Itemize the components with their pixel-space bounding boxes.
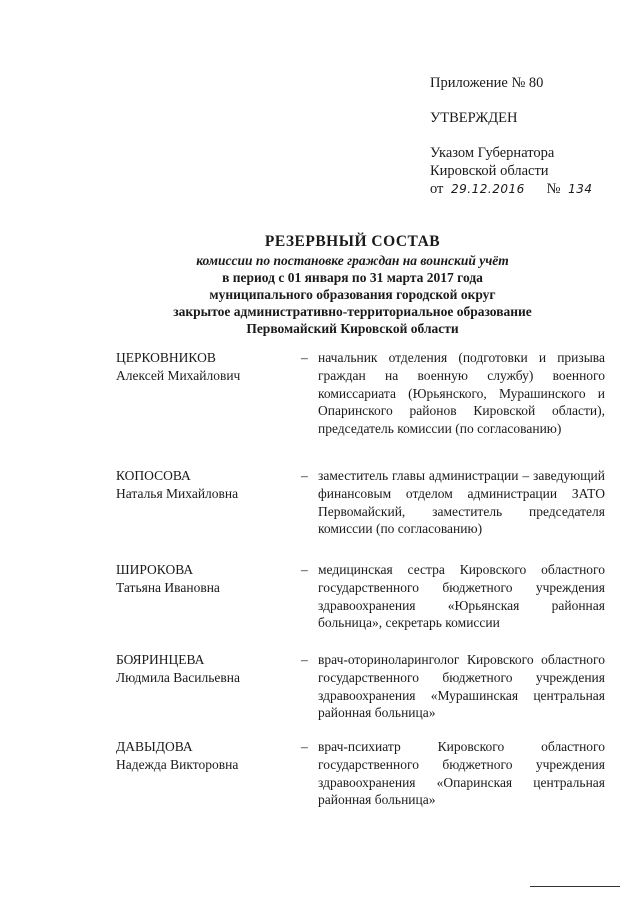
decree-line-2: Кировской области [430, 163, 549, 179]
title-line-2: в период с 01 января по 31 марта 2017 года [222, 270, 483, 285]
title-line-5: Первомайский Кировской области [246, 321, 459, 336]
member-surname: ДАВЫДОВА [116, 739, 193, 754]
approved-label: УТВЕРЖДЕН [430, 110, 518, 126]
document-title [60, 232, 640, 337]
member-name [116, 467, 291, 503]
member-role: начальник отделения (подготовки и призыва граждан на военную службу) военного комиссариата (Юрьянского, Мурашинского и Опаринского районов Кировской области), председатель комиссии (по согласованию) [318, 350, 605, 437]
title-heading: РЕЗЕРВНЫЙ СОСТАВ [264, 233, 441, 250]
dash-separator: – [301, 468, 308, 483]
appendix-number: Приложение № 80 [430, 75, 544, 91]
member-role: заместитель главы администрации – заведующий финансовым отделом администрации ЗАТО Первомайский, заместитель председателя комиссии (по согласованию) [318, 468, 605, 537]
member-name [116, 738, 291, 774]
dash-separator: – [301, 739, 308, 754]
signature-line [530, 886, 620, 887]
member-role: медицинская сестра Кировского областного государственного бюджетного учреждения здравоохранения «Юрьянская районная больница», секретарь комиссии [318, 562, 605, 631]
dash-separator: – [301, 350, 308, 365]
decree-date: 29.12.2016 [451, 182, 525, 196]
dash-separator: – [301, 652, 308, 667]
member-surname: КОПОСОВА [116, 468, 191, 483]
title-line-4: закрытое административно-территориальное образование [173, 304, 532, 319]
decree-line-1: Указом Губернатора [430, 145, 555, 161]
member-given-names: Людмила Васильевна [116, 669, 240, 685]
member-name [116, 349, 291, 385]
title-line-1: комиссии по постановке граждан на воинский учёт [196, 253, 509, 268]
member-given-names: Наталья Михайловна [116, 485, 239, 501]
date-prefix: от [430, 181, 444, 197]
member-surname: ЦЕРКОВНИКОВ [116, 350, 216, 365]
member-name [116, 651, 291, 687]
member-name [116, 561, 291, 597]
number-prefix: № [546, 181, 561, 197]
member-role: врач-психиатр Кировского областного государственного бюджетного учреждения здравоохранения «Опаринская центральная районная больница» [318, 739, 605, 808]
decree-number: 134 [568, 182, 593, 196]
member-role: врач-оториноларинголог Кировского областного государственного бюджетного учреждения здравоохранения «Мурашинская центральная районная больница» [318, 652, 605, 721]
member-given-names: Татьяна Ивановна [116, 579, 220, 595]
decree-date-row [430, 180, 630, 198]
member-given-names: Алексей Михайлович [116, 367, 241, 383]
dash-separator: – [301, 562, 308, 577]
member-surname: БОЯРИНЦЕВА [116, 652, 205, 667]
approval-block [430, 74, 630, 198]
member-surname: ШИРОКОВА [116, 562, 194, 577]
member-given-names: Надежда Викторовна [116, 756, 239, 772]
title-line-3: муниципального образования городской округ [209, 287, 496, 302]
